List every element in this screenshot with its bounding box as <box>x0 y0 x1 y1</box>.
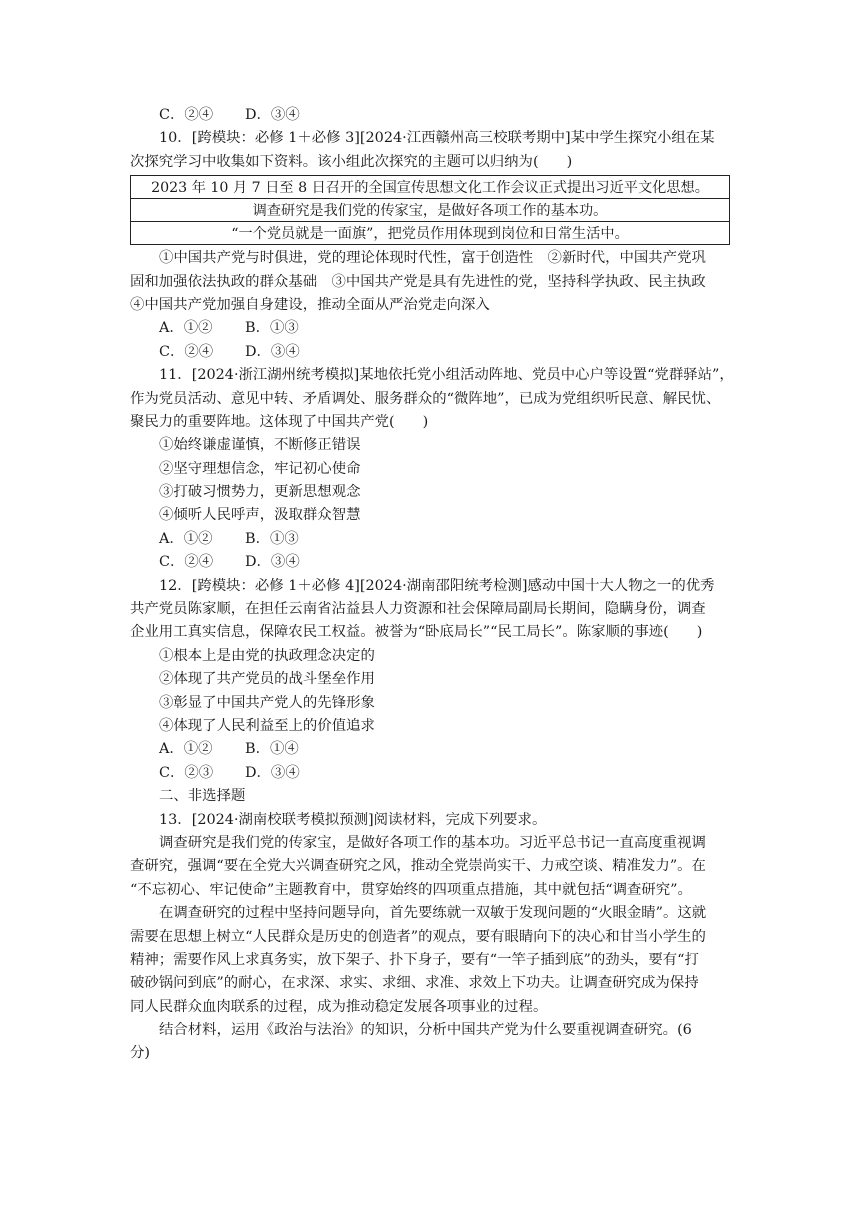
q12-stem-line3 <box>130 621 730 644</box>
q12-options-row-2 <box>130 762 730 785</box>
q13-para2-line: 在调查研究的过程中坚持问题导向，首先要练就一双敏于发现问题的“火眼金睛”。这就 <box>159 905 707 922</box>
q11-options-row-2 <box>130 551 730 574</box>
q12-stem-close: ) <box>696 624 703 641</box>
table-cell: “一个党员就是一面旗”，把党员作用体现到岗位和日常生活中。 <box>131 222 730 245</box>
q11-option-d[interactable]: D．③④ <box>245 554 300 571</box>
q12-statement: ②体现了共产党员的战斗堡垒作用 <box>159 671 375 688</box>
q13-task-line2: 分) <box>130 1045 151 1062</box>
q12-stem-line2: 共产党员陈家顺，在担任云南省沾益县人力资源和社会保障局副局长期间，隐瞒身份，调查 <box>130 601 706 618</box>
table-cell: 2023 年 10 月 7 日至 8 日召开的全国宣传思想文化工作会议正式提出习近平文化思想。 <box>131 176 730 199</box>
q10-statements-line1: ①中国共产党与时俱进，党的理论体现时代性，富于创造性 ②新时代，中国共产党巩 <box>159 250 706 267</box>
q11-statement: ①始终谦虚谨慎，不断修正错误 <box>159 437 361 454</box>
table-row <box>131 176 730 199</box>
q11-statement: ③打破习惯势力，更新思想观念 <box>159 484 361 501</box>
q11-options-row-1 <box>130 528 730 551</box>
q12-stem-line1: 12．[跨模块：必修 1＋必修 4][2024·湖南邵阳统考检测]感动中国十大人物之一的优秀 <box>159 577 715 594</box>
q11-stem-line3 <box>130 411 730 434</box>
q11-stem-line1: 11．[2024·浙江湖州统考模拟]某地依托党小组活动阵地、党员中心户等设置“党群驿站”， <box>159 367 734 384</box>
q13-stem: 13．[2024·湖南校联考模拟预测]阅读材料，完成下列要求。 <box>159 811 547 828</box>
q10-statements-line3: ④中国共产党加强自身建设，推动全面从严治党走向深入 <box>130 296 490 313</box>
q13-para2-line: 破砂锅问到底”的耐心，在求深、求实、求细、求准、求效上下功夫。让调查研究成为保持 <box>130 975 699 992</box>
q12-option-c[interactable]: C．②③ <box>159 764 214 781</box>
q10-option-d[interactable]: D．③④ <box>245 343 300 360</box>
q11-stem-line2: 作为党员活动、意见中转、矛盾调处、服务群众的“微阵地”，已成为党组织听民意、解民忧、 <box>130 390 721 407</box>
q11-statement: ④倾听人民呼声，汲取群众智慧 <box>159 507 361 524</box>
table-row <box>131 222 730 245</box>
q12-option-a[interactable]: A．①② <box>159 741 213 758</box>
q11-option-b[interactable]: B．①③ <box>245 530 299 547</box>
q9-option-c[interactable]: C．②④ <box>159 107 214 123</box>
q11-stem-text: 聚民力的重要阵地。这体现了中国共产党( <box>130 413 395 430</box>
q12-statement: ③彰显了中国共产党人的先锋形象 <box>159 694 375 711</box>
q13-para2-line: 精神；需要作风上求真务实，放下架子、扑下身子，要有“一竿子插到底”的劲头，要有“打 <box>130 951 699 968</box>
table-cell: 调查研究是我们党的传家宝，是做好各项工作的基本功。 <box>131 199 730 222</box>
exam-page <box>130 104 734 1066</box>
q10-options-row-1 <box>130 317 730 340</box>
q10-stem-line1: 10．[跨模块：必修 1＋必修 3][2024·江西赣州高三校联考期中]某中学生探究小组在某 <box>159 130 715 147</box>
q12-stem-text: 企业用工真实信息，保障农民工权益。被誉为“卧底局长”“民工局长”。陈家顺的事迹( <box>130 624 669 641</box>
q10-material-table <box>130 175 730 245</box>
q11-statement: ②坚守理想信念，牢记初心使命 <box>159 460 361 477</box>
q12-options-row-1 <box>130 738 730 761</box>
q10-stem-text: 次探究学习中收集如下资料。该小组此次探究的主题可以归纳为( <box>130 153 539 170</box>
q11-option-a[interactable]: A．①② <box>159 530 213 547</box>
q9-option-d[interactable]: D．③④ <box>245 107 300 123</box>
q13-para1-line: 调查研究是我们党的传家宝，是做好各项工作的基本功。习近平总书记一直高度重视调 <box>159 834 706 851</box>
q13-para2-line: 需要在思想上树立“人民群众是历史的创造者”的观点，要有眼睛向下的决心和甘当小学生的 <box>130 928 706 945</box>
q13-para1-line: “不忘初心、牢记使命”主题教育中，贯穿始终的四项重点措施，其中就包括“调查研究”。 <box>130 881 692 898</box>
q13-para2-line: 同人民群众血肉联系的过程，成为推动稳定发展各项事业的过程。 <box>130 998 548 1015</box>
q12-option-b[interactable]: B．①④ <box>245 741 299 758</box>
q11-stem-close: ) <box>422 413 429 430</box>
section-title: 二、非选择题 <box>159 788 246 805</box>
q12-statement: ①根本上是由党的执政理念决定的 <box>159 647 375 664</box>
q9-options-row <box>130 104 730 127</box>
q11-option-c[interactable]: C．②④ <box>159 554 214 571</box>
q12-option-d[interactable]: D．③④ <box>245 764 300 781</box>
q10-option-b[interactable]: B．①③ <box>245 320 299 337</box>
table-row <box>131 199 730 222</box>
q10-statements-line2: 固和加强依法执政的群众基础 ③中国共产党是具有先进性的党，坚持科学执政、民主执政 <box>130 273 706 290</box>
q10-stem-line2 <box>130 151 730 174</box>
q13-task-line1: 结合材料，运用《政治与法治》的知识，分析中国共产党为什么要重视调查研究。(6 <box>159 1022 692 1039</box>
q10-options-row-2 <box>130 341 730 364</box>
q13-para1-line: 查研究，强调“要在全党大兴调查研究之风，推动全党崇尚实干、力戒空谈、精准发力”。在 <box>130 858 706 875</box>
q12-statement: ④体现了人民利益至上的价值追求 <box>159 717 375 734</box>
q10-stem-close: ) <box>566 153 573 170</box>
q10-option-a[interactable]: A．①② <box>159 320 213 337</box>
q10-option-c[interactable]: C．②④ <box>159 343 214 360</box>
